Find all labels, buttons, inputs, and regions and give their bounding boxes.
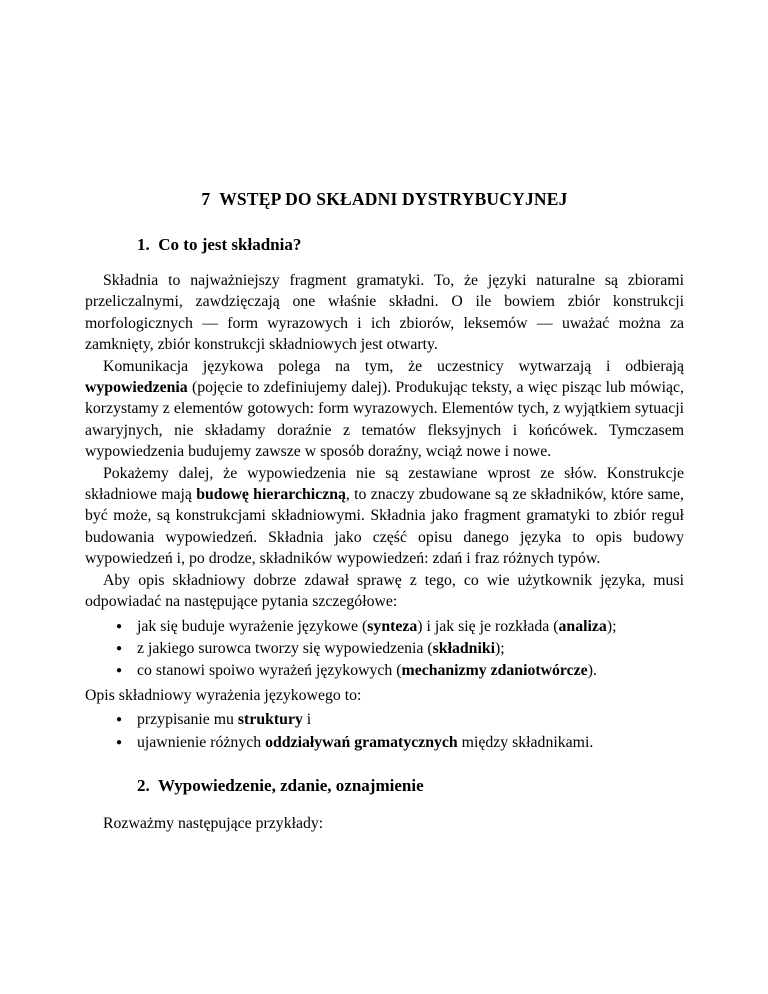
list-item [85, 732, 684, 753]
bold-term-budowa-hierarchiczna: budowę hierarchiczną [196, 486, 346, 504]
bold-term-mechanizmy-zdaniotworcze: mechanizmy zdaniotwórcze [401, 662, 588, 680]
bullet-icon: ● [116, 642, 123, 654]
text-run: przypisanie mu [137, 711, 238, 729]
list-item [85, 660, 684, 681]
bold-term-oddzialywania-gramatyczne: oddziaływań gramatycznych [265, 733, 458, 751]
bold-term-analiza: analiza [558, 617, 607, 635]
list-item [85, 616, 684, 637]
text-run: jak się buduje wyrażenie językowe ( [137, 617, 368, 635]
text-run: Komunikacja językowa polega na tym, że uczestnicy wytwarzają i odbierają [103, 357, 684, 375]
bold-term-skladniki: składniki [432, 639, 496, 657]
bold-term-wypowiedzenia: wypowiedzenia [85, 379, 188, 397]
text-run: ); [495, 639, 505, 657]
bold-term-synteza: synteza [367, 617, 418, 635]
chapter-title: 7 WSTĘP DO SKŁADNI DYSTRYBUCYJNEJ [201, 189, 568, 209]
paragraph-3 [85, 463, 684, 570]
list-item-text [137, 616, 684, 637]
bullet-icon: ● [116, 736, 123, 748]
bullet-icon: ● [116, 665, 123, 677]
list-item-text [137, 660, 684, 681]
paragraph-6: Rozważmy następujące przykłady: [103, 814, 324, 832]
list-item-text [137, 638, 684, 659]
section-2-heading: 2. Wypowiedzenie, zdanie, oznajmienie [137, 775, 424, 795]
paragraph-2 [85, 356, 684, 463]
section-1-heading: 1. Co to jest składnia? [137, 235, 302, 254]
text-run: ujawnienie różnych [137, 733, 266, 751]
paragraph-5: Opis składniowy wyrażenia językowego to: [85, 686, 362, 704]
bullet-list-description [85, 709, 684, 753]
list-item [85, 709, 684, 730]
text-run: między składnikami. [457, 733, 594, 751]
page-content [85, 189, 684, 834]
bold-term-struktury: struktury [237, 711, 303, 729]
text-run: ) i jak się je rozkłada ( [417, 617, 559, 635]
text-run: z jakiego surowca tworzy się wypowiedzenia ( [137, 639, 433, 657]
bullet-icon: ● [116, 714, 123, 726]
list-item [85, 638, 684, 659]
text-run: i [302, 711, 312, 729]
text-run: Pokażemy dalej, że wypowiedzenia nie są zestawiane wprost ze słów. Konstrukcje składniowe mają [85, 464, 684, 504]
list-item-text [137, 732, 684, 753]
list-item-text [137, 709, 684, 730]
bullet-list-questions [85, 616, 684, 682]
text-run: ). [587, 662, 597, 680]
paragraph-4: Aby opis składniowy dobrze zdawał sprawę z tego, co wie użytkownik języka, musi odpowiadać na następujące pytania szczegółowe: [85, 571, 684, 611]
bullet-icon: ● [116, 620, 123, 632]
paragraph-1: Składnia to najważniejszy fragment gramatyki. To, że języki naturalne są zbiorami przeliczalnymi, zawdzięczają one właśnie składni. O ile bowiem zbiór konstrukcji morfologicznych — form wyrazowych i ich zbiorów, leksemów — uważać można za zamknięty, zbiór konstrukcji składniowych jest otwarty. [85, 272, 684, 354]
text-run: ); [606, 617, 617, 635]
text-run: co stanowi spoiwo wyrażeń językowych ( [137, 662, 402, 680]
text-run: (pojęcie to zdefiniujemy dalej). Produkując teksty, a więc pisząc lub mówiąc, korzystamy z elementów gotowych: form wyrazowych. Elementów tych, z wyjątkiem sytuacji awaryjnych, nie składamy doraźnie z tematów fleksyjnych i końcówek. Tymczasem wypowiedzenia budujemy zawsze w sposób doraźny, wciąż nowe i nowe. [85, 379, 684, 461]
text-run: , to znaczy zbudowane są ze składników, które same, być może, są konstrukcjami składniowymi. Składnia jako fragment gramatyki to zbiór reguł budowania wypowiedzeń. Składnia jako część opisu danego języka to opis budowy wypowiedzeń i, po drodze, składników wypowiedzeń: zdań i fraz różnych typów. [85, 486, 684, 568]
